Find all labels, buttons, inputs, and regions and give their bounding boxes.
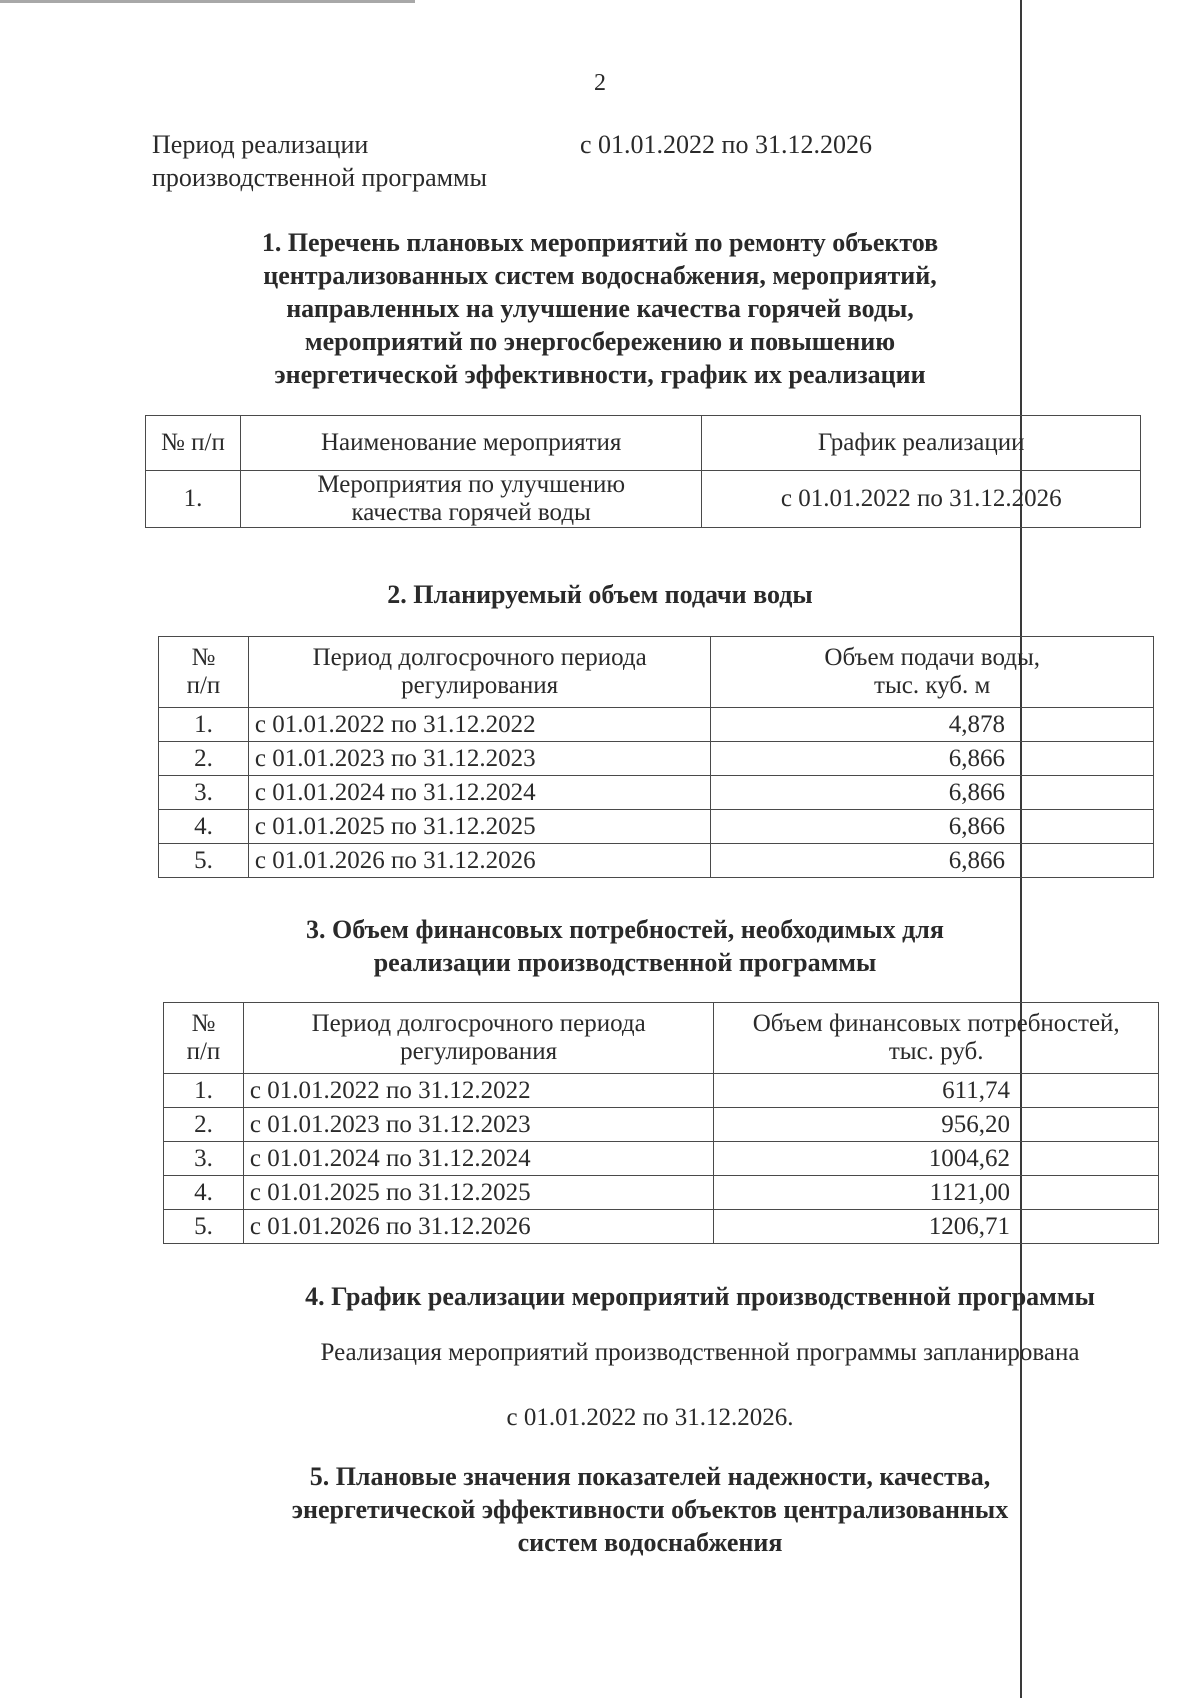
row-num: 2.	[164, 1108, 244, 1142]
header-line: №	[191, 644, 216, 671]
row-finance: 1004,62	[714, 1142, 1159, 1176]
header-line: №	[191, 1010, 216, 1037]
table-row	[159, 742, 1154, 776]
section4-title: 4. График реализации мероприятий производственной программы	[305, 1282, 1095, 1311]
row-name	[240, 471, 702, 528]
table-row	[164, 1108, 1159, 1142]
row-volume: 4,878	[711, 708, 1154, 742]
page-number: 2	[594, 70, 606, 96]
col-header-schedule: График реализации	[702, 416, 1141, 471]
row-num: 3.	[164, 1142, 244, 1176]
table-header-row	[159, 637, 1154, 708]
row-volume: 6,866	[711, 810, 1154, 844]
row-period: с 01.01.2026 по 31.12.2026	[243, 1210, 713, 1244]
header-line: п/п	[186, 1038, 221, 1065]
row-period: с 01.01.2025 по 31.12.2025	[243, 1176, 713, 1210]
section3-title-line: реализации производственной программы	[373, 948, 877, 977]
header-line: регулирования	[400, 1038, 558, 1065]
row-num: 4.	[164, 1176, 244, 1210]
section1-title	[150, 226, 1050, 391]
row-finance: 1121,00	[714, 1176, 1159, 1210]
header-line: Период долгосрочного периода	[311, 1010, 646, 1037]
row-num: 1.	[146, 471, 241, 528]
section5-title-line: энергетической эффективности объектов централизованных	[291, 1495, 1009, 1524]
row-finance: 1206,71	[714, 1210, 1159, 1244]
table-row	[164, 1210, 1159, 1244]
table-header-row	[164, 1003, 1159, 1074]
section4-text-line: Реализация мероприятий производственной программы запланирована	[320, 1339, 1080, 1366]
row-volume: 6,866	[711, 844, 1154, 878]
activities-table	[145, 415, 1141, 528]
col-header-volume	[711, 637, 1154, 708]
section1-title-line: мероприятий по энергосбережению и повышению	[304, 327, 896, 356]
period-label	[152, 128, 487, 194]
row-period: с 01.01.2022 по 31.12.2022	[248, 708, 710, 742]
section1-title-line: направленных на улучшение качества горячей воды,	[286, 294, 914, 323]
table-row	[146, 471, 1141, 528]
header-line: Объем финансовых потребностей,	[752, 1010, 1120, 1037]
row-num: 4.	[159, 810, 249, 844]
table-row	[159, 810, 1154, 844]
section2-title: 2. Планируемый объем подачи воды	[387, 580, 813, 609]
table-header-row	[146, 416, 1141, 471]
row-period: с 01.01.2023 по 31.12.2023	[243, 1108, 713, 1142]
col-header-num: № п/п	[146, 416, 241, 471]
row-period: с 01.01.2022 по 31.12.2022	[243, 1074, 713, 1108]
row-name-line: Мероприятия по улучшению	[317, 471, 626, 498]
row-name-line: качества горячей воды	[351, 499, 591, 526]
row-period: с 01.01.2024 по 31.12.2024	[248, 776, 710, 810]
row-volume: 6,866	[711, 776, 1154, 810]
row-num: 3.	[159, 776, 249, 810]
row-period: с 01.01.2025 по 31.12.2025	[248, 810, 710, 844]
row-period: с 01.01.2023 по 31.12.2023	[248, 742, 710, 776]
header-line: Период долгосрочного периода	[312, 644, 647, 671]
table-row	[164, 1176, 1159, 1210]
table-row	[159, 708, 1154, 742]
row-num: 2.	[159, 742, 249, 776]
table-row	[159, 776, 1154, 810]
table-row	[164, 1074, 1159, 1108]
col-header-period	[243, 1003, 713, 1074]
section5-title-line: систем водоснабжения	[517, 1528, 783, 1557]
col-header-finance	[714, 1003, 1159, 1074]
table-row	[159, 844, 1154, 878]
col-header-period	[248, 637, 710, 708]
period-value: с 01.01.2022 по 31.12.2026	[580, 130, 872, 159]
row-schedule: с 01.01.2022 по 31.12.2026	[702, 471, 1141, 528]
section5-title-line: 5. Плановые значения показателей надежности, качества,	[309, 1462, 991, 1491]
header-line: п/п	[186, 672, 221, 699]
header-line: регулирования	[401, 672, 559, 699]
section3-title	[150, 913, 1100, 979]
scan-edge-artifact	[0, 0, 415, 3]
header-line: тыс. руб.	[888, 1038, 984, 1065]
col-header-num	[159, 637, 249, 708]
row-period: с 01.01.2024 по 31.12.2024	[243, 1142, 713, 1176]
section5-title	[150, 1460, 1150, 1559]
section1-title-line: энергетической эффективности, график их реализации	[274, 360, 926, 389]
header-line: тыс. куб. м	[874, 672, 991, 699]
row-volume: 6,866	[711, 742, 1154, 776]
row-period: с 01.01.2026 по 31.12.2026	[248, 844, 710, 878]
section1-title-line: 1. Перечень плановых мероприятий по ремонту объектов	[261, 228, 939, 257]
row-finance: 611,74	[714, 1074, 1159, 1108]
col-header-name: Наименование мероприятия	[240, 416, 702, 471]
header-line: Объем подачи воды,	[824, 644, 1040, 671]
period-label-line: Период реализации	[152, 130, 369, 159]
table-row	[164, 1142, 1159, 1176]
row-finance: 956,20	[714, 1108, 1159, 1142]
financial-needs-table	[163, 1002, 1159, 1244]
row-num: 5.	[164, 1210, 244, 1244]
row-num: 5.	[159, 844, 249, 878]
col-header-num	[164, 1003, 244, 1074]
water-volume-table	[158, 636, 1154, 878]
section4-text-line: с 01.01.2022 по 31.12.2026.	[506, 1404, 794, 1431]
section1-title-line: централизованных систем водоснабжения, мероприятий,	[263, 261, 937, 290]
row-num: 1.	[164, 1074, 244, 1108]
section3-title-line: 3. Объем финансовых потребностей, необходимых для	[306, 915, 944, 944]
row-num: 1.	[159, 708, 249, 742]
period-label-line: производственной программы	[152, 163, 487, 192]
